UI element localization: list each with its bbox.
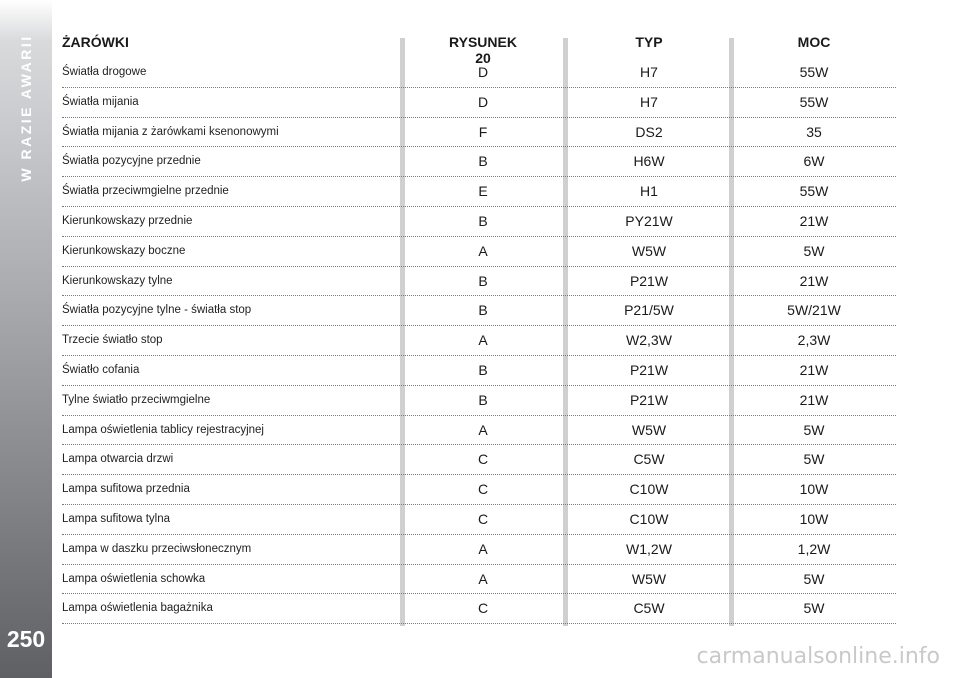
bulb-type: H6W: [633, 153, 665, 170]
bulb-power: 35: [806, 123, 822, 140]
header-type: TYP: [635, 34, 663, 50]
bulb-type: W5W: [631, 421, 667, 438]
figure-ref: E: [478, 183, 488, 200]
bulb-name: Światła mijania z żarówkami ksenonowymi: [62, 125, 279, 138]
bulb-type: P21W: [629, 391, 669, 408]
table-row: [62, 594, 896, 624]
bulb-power: 5W: [803, 421, 825, 438]
bulb-type: W5W: [631, 570, 667, 587]
watermark: carmanualsonline.info: [696, 644, 940, 669]
bulb-name: Lampa oświetlenia tablicy rejestracyjnej: [62, 423, 264, 436]
bulb-power: 10W: [799, 481, 829, 498]
figure-ref: C: [477, 600, 489, 617]
table-row: [62, 386, 896, 416]
bulb-name: Światło cofania: [62, 363, 140, 376]
figure-ref: F: [478, 123, 488, 140]
header-figure: RYSUNEK 20: [449, 34, 517, 66]
bulb-power: 1,2W: [797, 540, 831, 557]
figure-ref: B: [478, 302, 488, 319]
bulb-power: 21W: [799, 272, 829, 289]
figure-ref: C: [477, 481, 489, 498]
bulb-type: C5W: [633, 451, 665, 468]
table-row: [62, 535, 896, 565]
bulb-name: Lampa otwarcia drzwi: [62, 453, 174, 466]
bulb-power: 55W: [799, 64, 829, 80]
bulb-power: 55W: [799, 93, 829, 110]
table-row: [62, 565, 896, 595]
figure-ref: D: [477, 64, 489, 80]
figure-ref: A: [478, 242, 488, 259]
bulb-power: 6W: [803, 153, 825, 170]
table-row: [62, 237, 896, 267]
figure-ref: C: [477, 451, 489, 468]
bulb-power: 55W: [799, 183, 829, 200]
bulb-type: W5W: [631, 242, 667, 259]
bulb-type: C5W: [633, 600, 665, 617]
bulb-power: 21W: [799, 391, 829, 408]
figure-ref: B: [478, 212, 488, 229]
table-row: [62, 58, 896, 88]
bulb-type: C10W: [629, 481, 669, 498]
bulb-name: Lampa oświetlenia bagażnika: [62, 602, 213, 615]
header-bulbs: ŻARÓWKI: [62, 34, 129, 50]
bulb-power: 10W: [799, 510, 829, 527]
bulb-type: P21W: [629, 361, 669, 378]
bulb-name: Lampa sufitowa tylna: [62, 512, 171, 525]
figure-ref: A: [478, 570, 488, 587]
bulb-name: Lampa w daszku przeciwsłonecznym: [62, 542, 252, 555]
bulb-power: 5W: [803, 242, 825, 259]
bulb-type: P21/5W: [624, 302, 674, 319]
bulb-name: Światła drogowe: [62, 66, 147, 78]
bulb-name: Lampa oświetlenia schowka: [62, 572, 206, 585]
bulb-name: Światła pozycyjne tylne - światła stop: [62, 304, 252, 317]
figure-ref: A: [478, 332, 488, 349]
table-row: [62, 475, 896, 505]
bulb-power: 21W: [799, 212, 829, 229]
bulb-type: H7: [640, 93, 658, 110]
table-row: [62, 118, 896, 148]
bulb-type: C10W: [629, 510, 669, 527]
bulb-power: 5W: [803, 451, 825, 468]
bulb-type: W1,2W: [626, 540, 672, 557]
figure-ref: B: [478, 272, 488, 289]
bulb-power: 21W: [799, 361, 829, 378]
bulb-name: Kierunkowskazy przednie: [62, 214, 193, 227]
table-row: [62, 296, 896, 326]
figure-ref: B: [478, 153, 488, 170]
bulb-name: Kierunkowskazy boczne: [62, 244, 186, 257]
bulb-type: P21W: [629, 272, 669, 289]
header-power: MOC: [797, 34, 831, 50]
bulb-type: H1: [640, 183, 658, 200]
section-title: W RAZIE AWARII: [18, 34, 34, 182]
figure-ref: B: [478, 391, 488, 408]
table-row: [62, 445, 896, 475]
bulb-name: Światła przeciwmgielne przednie: [62, 185, 229, 198]
table-row: [62, 207, 896, 237]
table-row: [62, 88, 896, 118]
bulb-name: Światła pozycyjne przednie: [62, 155, 201, 168]
bulb-name: Lampa sufitowa przednia: [62, 483, 190, 496]
bulb-type: DS2: [635, 123, 663, 140]
bulb-type: H7: [640, 64, 658, 80]
bulb-power: 5W: [803, 570, 825, 587]
section-side-tab: [0, 0, 52, 678]
table-row: [62, 326, 896, 356]
bulb-name: Trzecie światło stop: [62, 334, 163, 347]
bulb-name: Światła mijania: [62, 95, 139, 108]
bulb-name: Kierunkowskazy tylne: [62, 274, 173, 287]
figure-ref: B: [478, 361, 488, 378]
table-row: [62, 177, 896, 207]
table-row: [62, 505, 896, 535]
bulb-table: [62, 58, 896, 624]
bulb-power: 5W/21W: [787, 302, 841, 319]
table-row: [62, 267, 896, 297]
table-row: [62, 147, 896, 177]
figure-ref: A: [478, 421, 488, 438]
figure-ref: C: [477, 510, 489, 527]
bulb-name: Tylne światło przeciwmgielne: [62, 393, 211, 406]
bulb-type: W2,3W: [626, 332, 672, 349]
figure-ref: A: [478, 540, 488, 557]
bulb-power: 2,3W: [797, 332, 831, 349]
bulb-type: PY21W: [625, 212, 673, 229]
table-row: [62, 356, 896, 386]
page-number: 250: [6, 626, 46, 652]
bulb-power: 5W: [803, 600, 825, 617]
table-row: [62, 416, 896, 446]
figure-ref: D: [477, 93, 489, 110]
